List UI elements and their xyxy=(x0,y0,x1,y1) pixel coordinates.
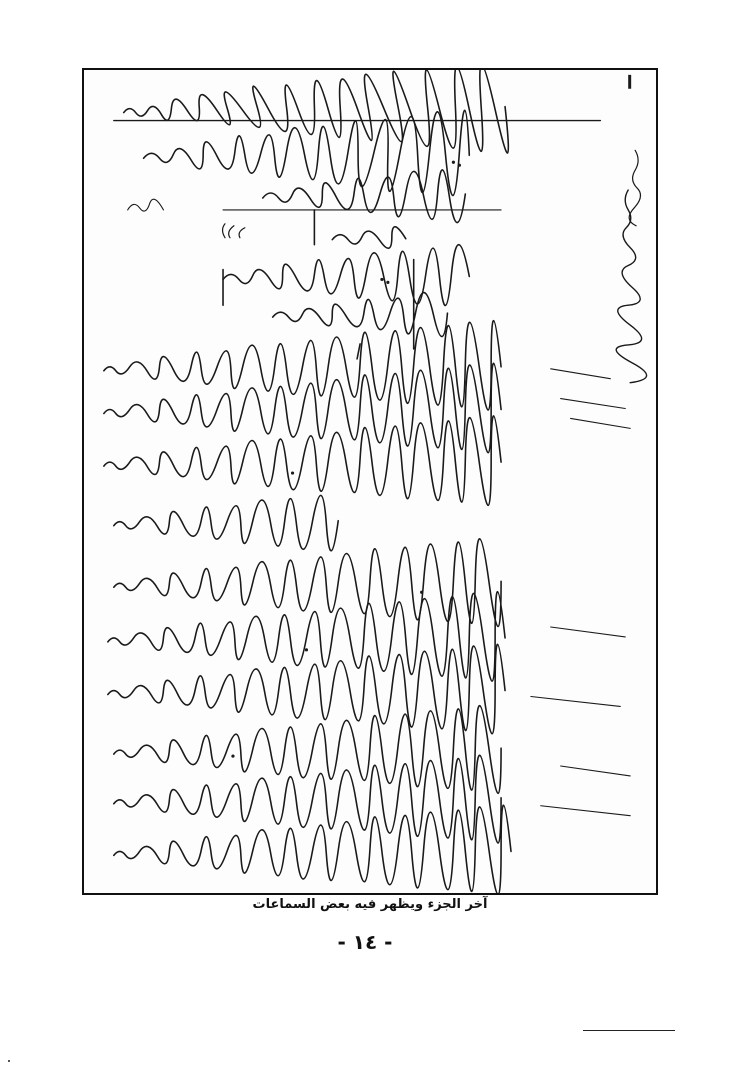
footer-divider xyxy=(583,1030,675,1031)
handwritten-script xyxy=(84,70,656,893)
page-number: - ١٤ - xyxy=(337,930,393,954)
scan-speck xyxy=(8,1060,10,1062)
page-caption: آخر الجزء ويظهر فيه بعض السماعات xyxy=(252,897,488,912)
manuscript-image xyxy=(82,68,658,895)
